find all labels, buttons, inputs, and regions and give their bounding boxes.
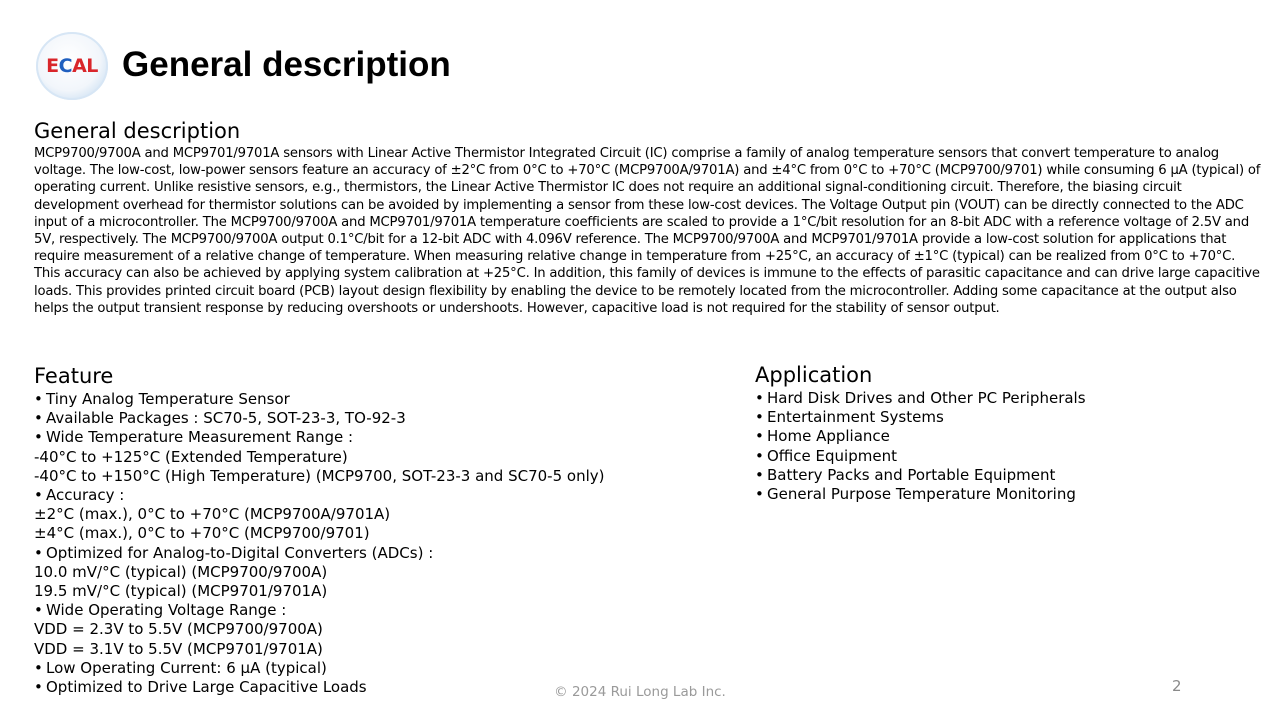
bullet-icon: • [755,427,764,446]
list-subitem: VDD = 2.3V to 5.5V (MCP9700/9700A) [34,620,323,639]
list-item: • Home Appliance [755,427,890,446]
bullet-icon: • [34,543,43,562]
list-item: • Tiny Analog Temperature Sensor [34,390,290,408]
application-heading: Application [755,363,873,387]
bullet-icon: • [755,446,764,465]
bullet-icon: • [34,678,43,697]
list-item: • Low Operating Current: 6 μA (typical) [34,658,327,677]
bullet-icon: • [34,390,43,408]
list-item: • General Purpose Temperature Monitoring [755,485,1076,504]
bullet-icon: • [755,389,764,407]
list-subitem: VDD = 3.1V to 5.5V (MCP9701/9701A) [34,639,323,658]
application-list [755,389,1086,504]
bullet-icon: • [755,408,764,427]
bullet-icon: • [755,465,764,484]
list-subitem: ±2°C (max.), 0°C to +70°C (MCP9700A/9701A) [34,505,391,524]
list-item: • Optimized for Analog-to-Digital Converters (ADCs) : [34,543,434,562]
list-subitem: ±4°C (max.), 0°C to +70°C (MCP9700/9701) [34,524,370,543]
list-item: • Accuracy : [34,486,125,505]
description-heading: General description [34,119,241,143]
list-item: • Wide Operating Voltage Range : [34,601,287,620]
bullet-icon: • [34,428,43,447]
list-item: • Available Packages : SC70-5, SOT-23-3, TO-92-3 [34,409,406,428]
list-item: • Wide Temperature Measurement Range : [34,428,354,447]
list-subitem: 10.0 mV/°C (typical) (MCP9700/9700A) [34,562,328,581]
list-item: • Entertainment Systems [755,408,944,427]
bullet-icon: • [34,601,43,620]
bullet-icon: • [755,485,764,504]
page-number: 2 [1172,677,1182,695]
copyright-footer: © 2024 Rui Long Lab Inc. [554,684,726,700]
bullet-icon: • [34,409,43,428]
feature-heading: Feature [34,364,114,388]
page-title: General description [122,45,451,84]
bullet-icon: • [34,486,43,505]
list-subitem: -40°C to +125°C (Extended Temperature) [34,447,348,466]
list-item: • Optimized to Drive Large Capacitive Loads [34,678,367,697]
list-item: • Battery Packs and Portable Equipment [755,465,1056,484]
logo-text: ECAL [46,55,98,77]
bullet-icon: • [34,658,43,677]
feature-list [34,390,604,697]
list-item: • Hard Disk Drives and Other PC Peripherals [755,389,1086,407]
description-body: MCP9700/9700A and MCP9701/9701A sensors with Linear Active Thermistor Integrated Circuit (IC) comprise a family of analog temperature sensors that convert temperature to analog voltage. The low-cost, low-power sensors feature an accuracy of ±2°C from 0°C to +70°C (MCP9700A/9701A) and ±4°C from 0°C to +70°C (MCP9700/9701) while consuming 6 μA (typical) of operating current. Unlike resistive sensors, e.g., thermistors, the Linear Active Thermistor IC does not require an additional signal-conditioning circuit. Therefore, the biasing circuit development overhead for thermistor solutions can be avoided by implementing a sensor from these low-cost devices. The Voltage Output pin (VOUT) can be directly connected to the ADC input of a microcontroller. The MCP9700/9700A and MCP9701/9701A temperature coefficients are scaled to provide a 1°C/bit resolution for an 8-bit ADC with a reference voltage of 2.5V and 5V, respectively. The MCP9700/9700A output 0.1°C/bit for a 12-bit ADC with 4.096V reference. The MCP9700/9700A and MCP9701/9701A provide a low-cost solution for applications that require measurement of a relative change of temperature. When measuring relative change in temperature from +25°C, an accuracy of ±1°C (typical) can be realized from 0°C to +70°C. This accuracy can also be achieved by applying system calibration at +25°C. In addition, this family of devices is immune to the effects of parasitic capacitance and can drive large capacitive loads. This provides printed circuit board (PCB) layout design flexibility by enabling the device to be remotely located from the microcontroller. Adding some capacitance at the output also helps the output transient response by reducing overshoots or undershoots. However, capacitive load is not required for the stability of sensor output. [34,146,1261,316]
ecal-logo [36,32,108,100]
list-item: • Office Equipment [755,446,897,465]
list-subitem: -40°C to +150°C (High Temperature) (MCP9700, SOT-23-3 and SC70-5 only) [34,466,605,485]
list-subitem: 19.5 mV/°C (typical) (MCP9701/9701A) [34,582,328,601]
